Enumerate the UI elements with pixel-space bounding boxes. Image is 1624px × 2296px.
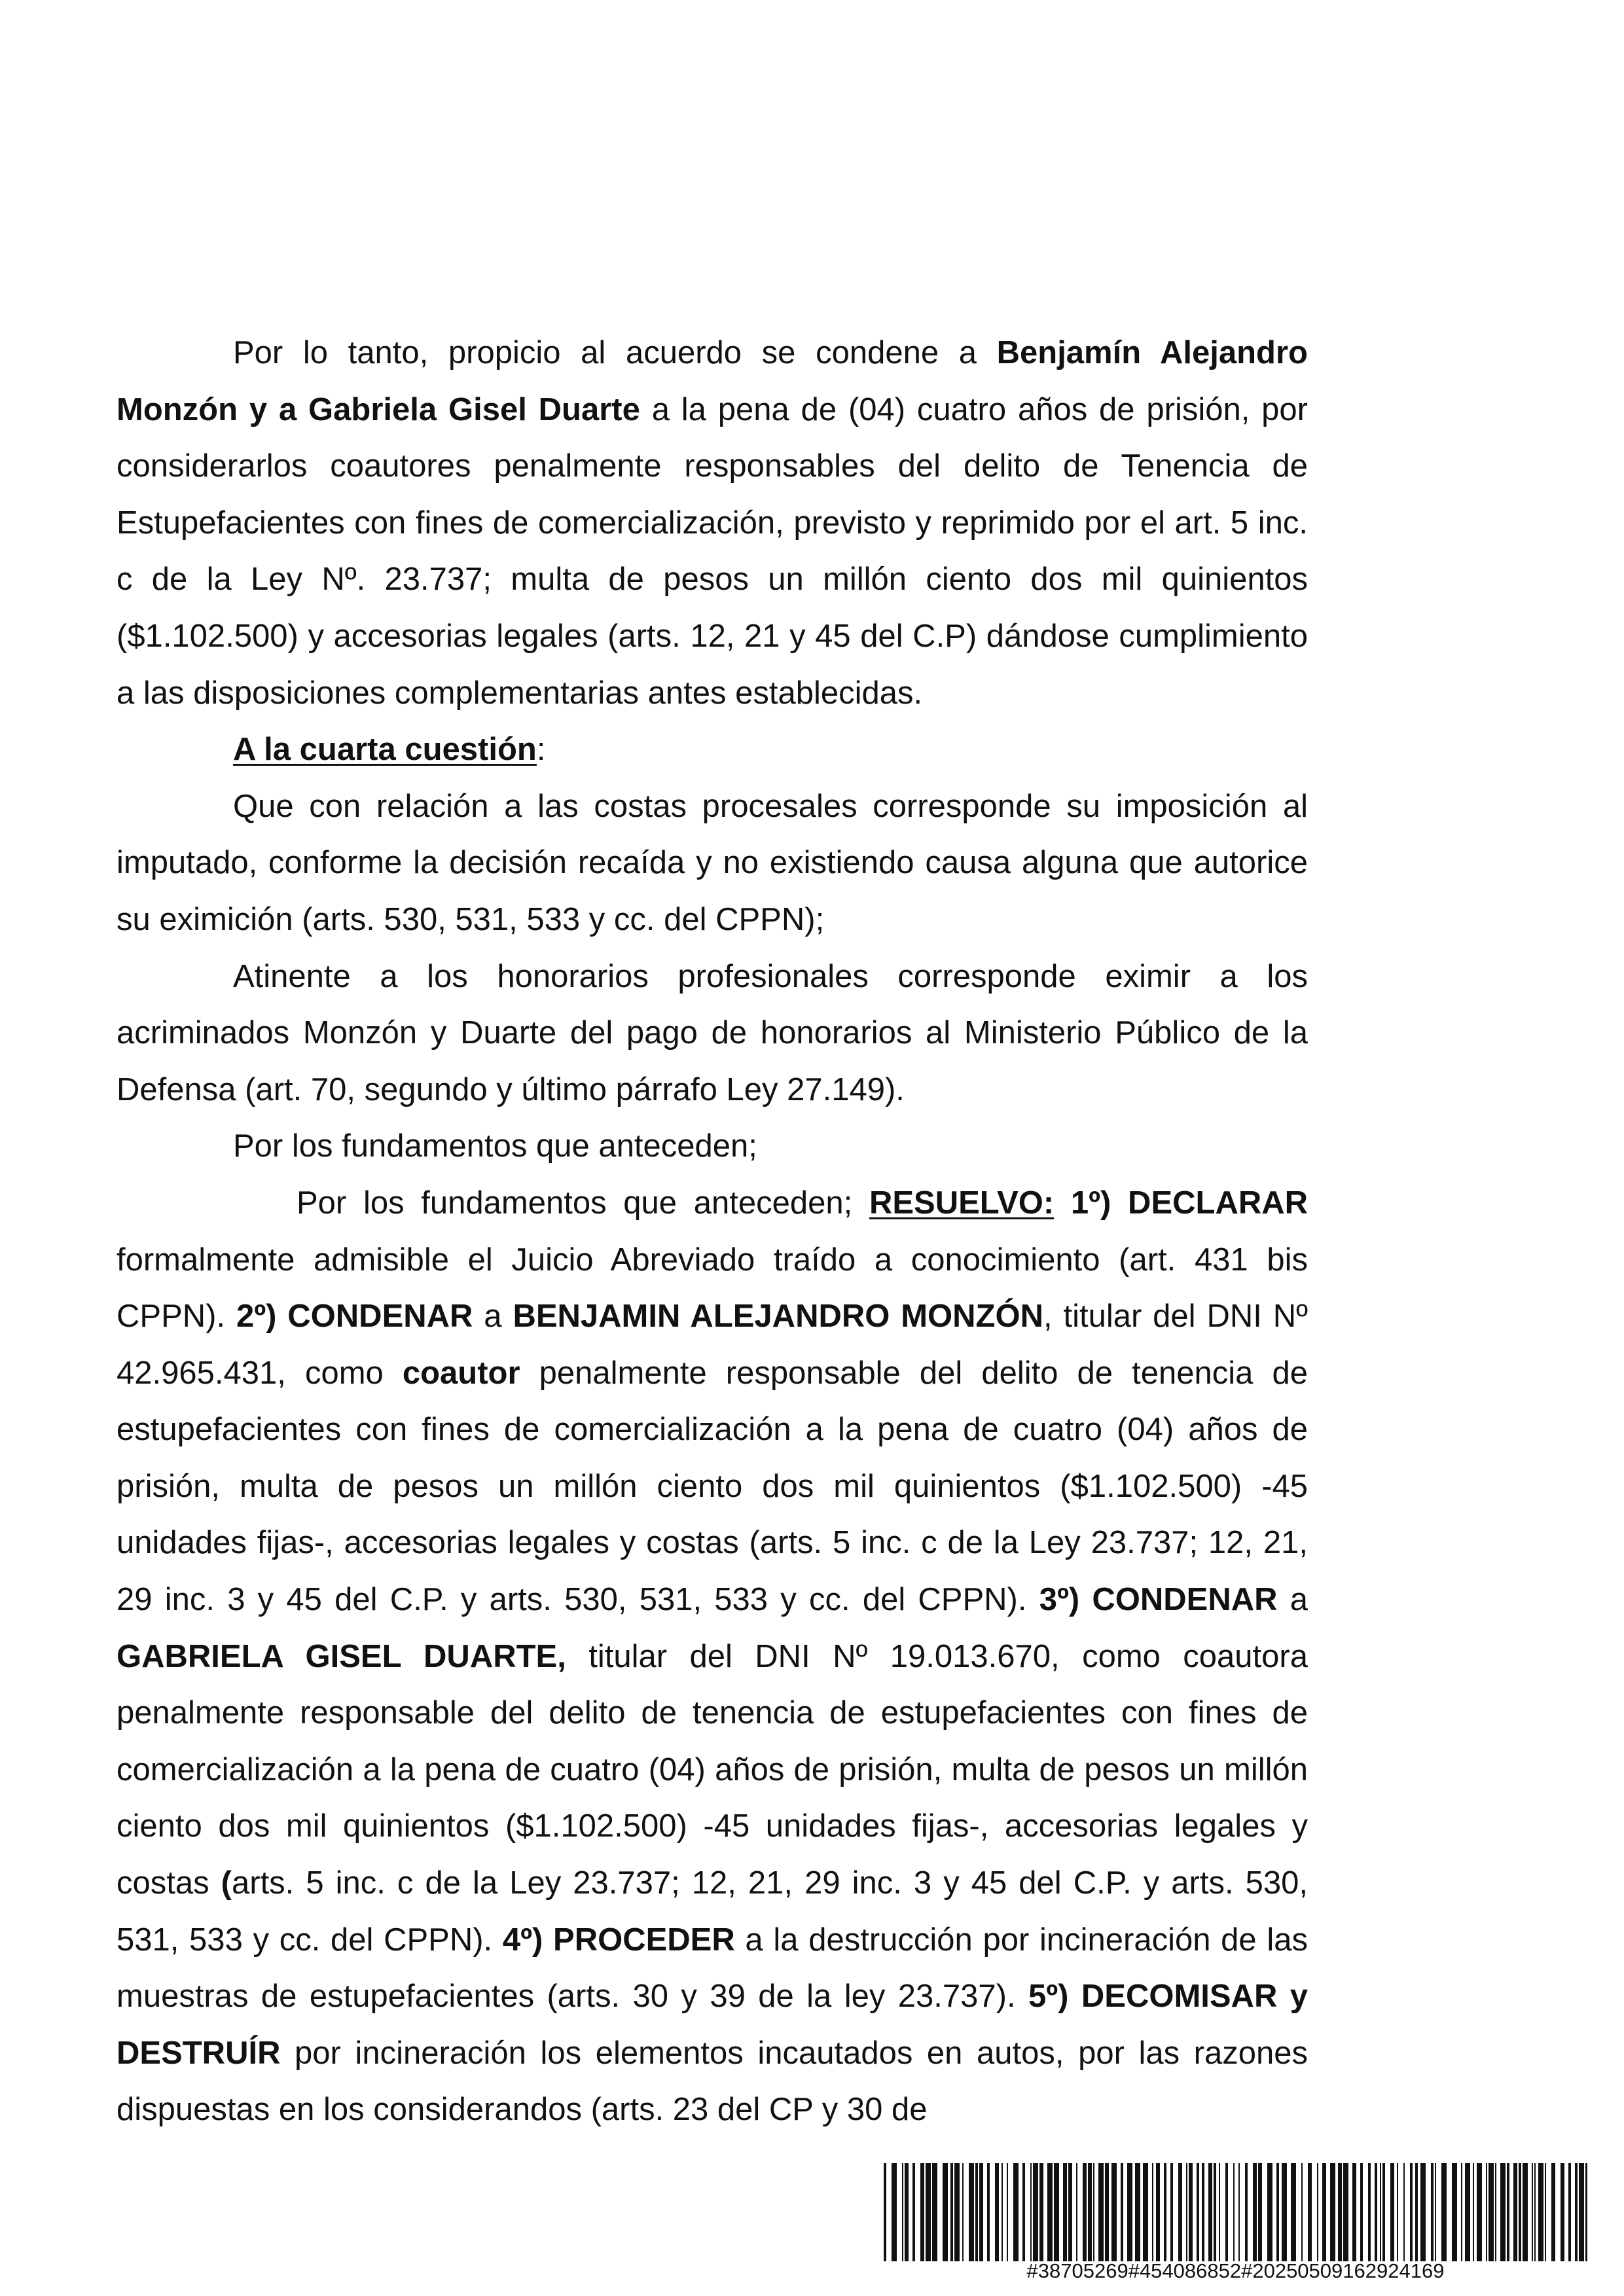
paragraph-6-segment-1: Por los fundamentos que anteceden; [297, 1185, 869, 1221]
paragraph-6-segment-11: 3º) CONDENAR [1039, 1582, 1278, 1618]
paragraph-6-segment-9: coautor [402, 1355, 520, 1391]
document-body [117, 325, 1308, 2138]
paragraph-6-segment-3: 1º) DECLARAR [1054, 1185, 1308, 1221]
paragraph-6-segment-17: 4º) PROCEDER [502, 1922, 735, 1958]
paragraph-2 [117, 721, 1308, 778]
paragraph-1-segment-3: a la pena de (04) cuatro años de prisión, por considerarlos coautores penalmente responsables del delito de Tenencia de Estupefacientes con fines de comercialización, previsto y reprimido por el art. 5 inc. c de la Ley Nº. 23.737; multa de pesos un millón ciento dos mil quinientos ($1.102.500) y accesorias legales (arts. 12, 21 y 45 del C.P) dándose cumplimiento a las disposiciones complementarias antes establecidas. [117, 391, 1308, 711]
paragraph-5 [117, 1118, 1308, 1175]
paragraph-4-segment-1: Atinente a los honorarios profesionales corresponde eximir a los acriminados Monzón y Duarte del pago de honorarios al Ministerio Público de la Defensa (art. 70, segundo y último párrafo Ley 27.149). [117, 958, 1308, 1107]
paragraph-6-segment-4: formalmente admisible el Juicio Abreviado traído a conocimiento (art. 431 bis CPPN). [117, 1242, 1308, 1335]
paragraph-6-segment-12: a [1277, 1582, 1308, 1618]
paragraph-2-segment-1: A la cuarta cuestión [233, 732, 537, 768]
paragraph-6-segment-18: a la destrucción por incineración de las muestras de estupefacientes (arts. 30 y 39 de la ley 23.737). [117, 1922, 1308, 2015]
paragraph-6 [117, 1175, 1308, 2138]
paragraph-3-segment-1: Que con relación a las costas procesales corresponde su imposición al imputado, conforme la decisión recaída y no existiendo causa alguna que autorice su eximición (arts. 530, 531, 533 y cc. del CPPN); [117, 788, 1308, 937]
paragraph-6-segment-13: GABRIELA GISEL DUARTE, [117, 1638, 566, 1674]
paragraph-6-segment-10: penalmente responsable del delito de tenencia de estupefacientes con fines de comercialización a la pena de cuatro (04) años de prisión, multa de pesos un millón ciento dos mil quinientos ($1.102.500) -45 unidades fijas-, accesorias legales y costas (arts. 5 inc. c de la Ley 23.737; 12, 21, 29 inc. 3 y 45 del C.P. y arts. 530, 531, 533 y cc. del CPPN). [117, 1355, 1308, 1618]
paragraph-6-segment-5: 2º) CONDENAR [236, 1299, 473, 1335]
paragraph-6-segment-2: RESUELVO: [869, 1185, 1055, 1221]
paragraph-6-segment-20: por incineración los elementos incautados en autos, por las razones dispuestas en los considerandos (arts. 23 del CP y 30 de [117, 2035, 1308, 2128]
paragraph-6-segment-16: arts. 5 inc. c de la Ley 23.737; 12, 21, 29 inc. 3 y 45 del C.P. y arts. 530, 531, 533 y cc. del CPPN). [117, 1865, 1308, 1958]
barcode-image [884, 2163, 1587, 2261]
paragraph-5-segment-1: Por los fundamentos que anteceden; [233, 1128, 757, 1164]
barcode-code: #38705269#454086852#20250509162924169 [1026, 2259, 1445, 2282]
paragraph-1-segment-1: Por lo tanto, propicio al acuerdo se condene a [233, 335, 997, 370]
paragraph-1-segment-2: Benjamín Alejandro Monzón y a Gabriela Gisel Duarte [117, 335, 1308, 427]
paragraph-6-segment-8: , titular del DNI Nº 42.965.431, como [117, 1299, 1308, 1391]
paragraph-3 [117, 778, 1308, 948]
paragraph-4 [117, 948, 1308, 1119]
paragraph-6-segment-6: a [473, 1299, 513, 1335]
paragraph-2-segment-2: : [536, 732, 546, 768]
paragraph-1 [117, 325, 1308, 721]
paragraph-6-segment-7: BENJAMIN ALEJANDRO MONZÓN [513, 1299, 1043, 1335]
paragraph-6-segment-15: ( [221, 1865, 232, 1901]
paragraph-6-segment-14: titular del DNI Nº 19.013.670, como coautora penalmente responsable del delito de tenencia de estupefacientes con fines de comercialización a la pena de cuatro (04) años de prisión, multa de pesos un millón ciento dos mil quinientos ($1.102.500) -45 unidades fijas-, accesorias legales y costas [117, 1638, 1308, 1901]
paragraph-6-segment-19: 5º) DECOMISAR y DESTRUÍR [117, 1979, 1308, 2071]
